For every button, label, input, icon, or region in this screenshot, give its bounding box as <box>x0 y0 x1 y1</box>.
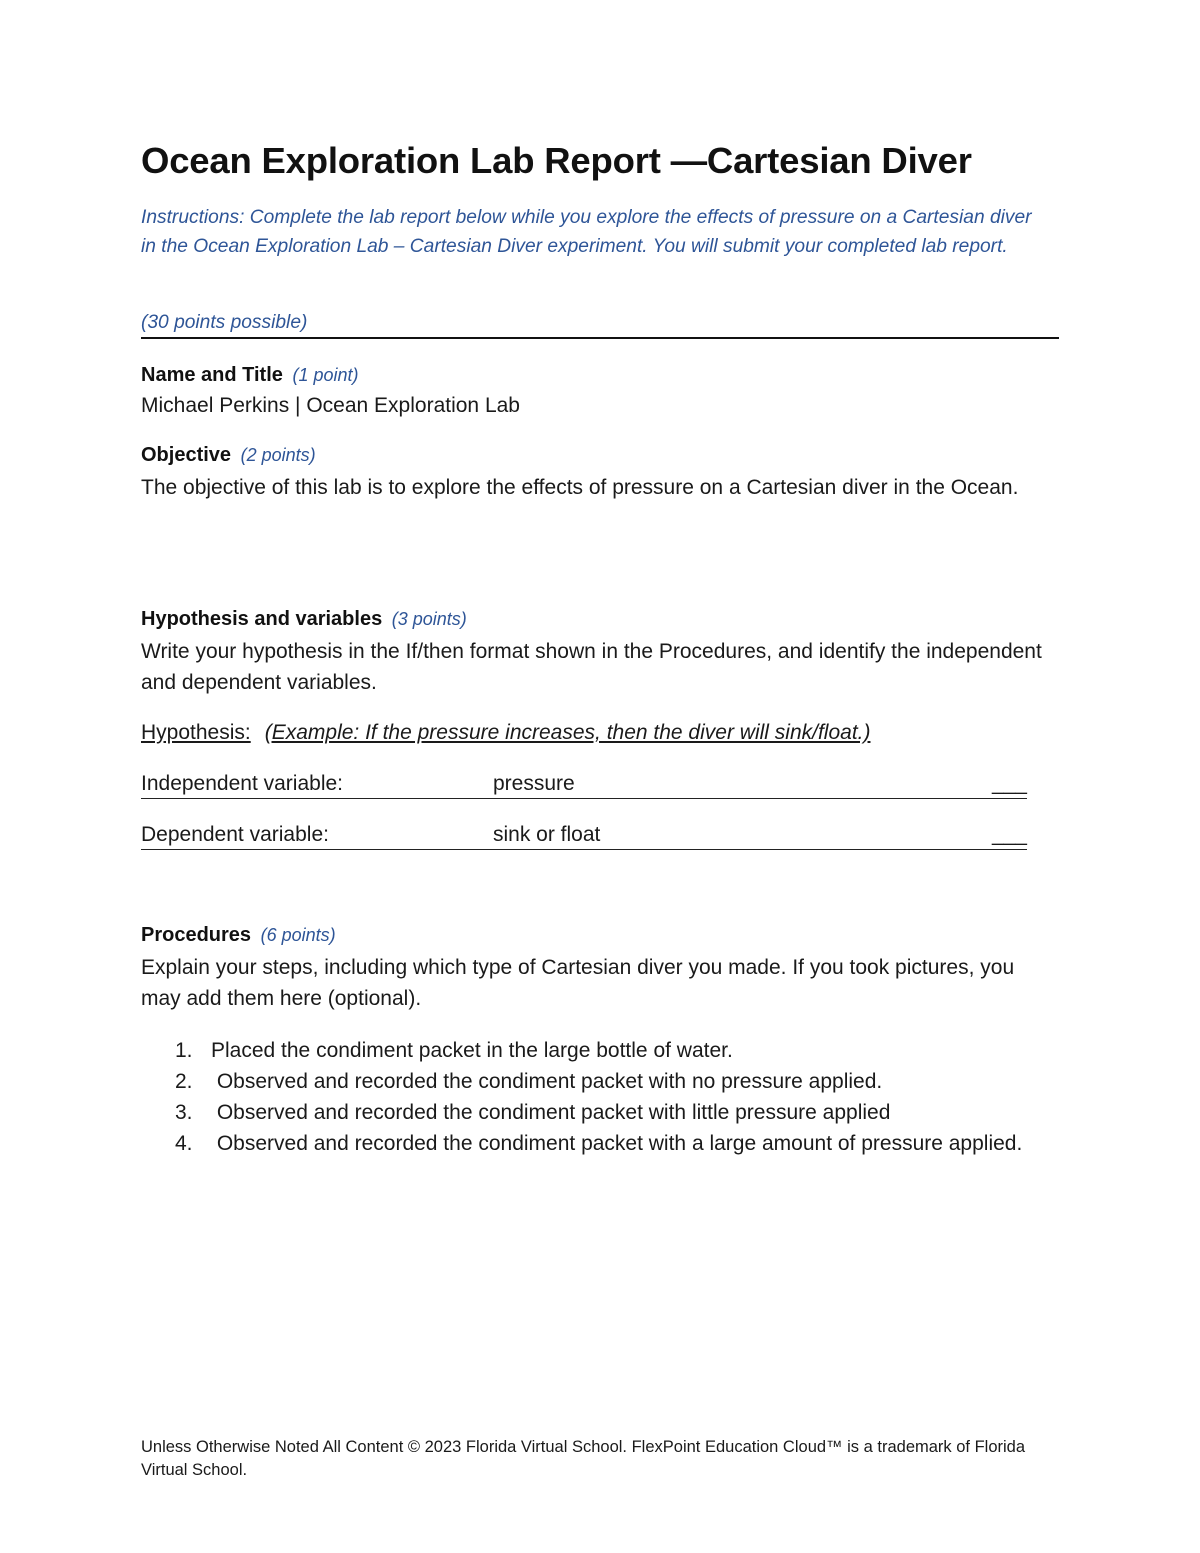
objective-content: The objective of this lab is to explore the effects of pressure on a Cartesian diver in the Ocean. <box>141 476 1019 499</box>
objective-section-heading <box>141 444 316 467</box>
procedures-section-heading <box>141 924 336 947</box>
step-text: Observed and recorded the condiment packet with little pressure applied <box>211 1101 891 1124</box>
dependent-variable-value: sink or float <box>493 823 601 846</box>
step-text: Placed the condiment packet in the large bottle of water. <box>211 1039 733 1062</box>
hypothesis-points: (3 points) <box>391 609 467 629</box>
instructions-text: Instructions: Complete the lab report below while you explore the effects of pressure on a Cartesian diver in the Ocean Exploration Lab – Cartesian Diver experiment. You will submit your completed lab report. <box>141 207 1032 257</box>
independent-variable-row <box>141 770 1027 799</box>
independent-variable-value: pressure <box>493 772 575 795</box>
step-text: Observed and recorded the condiment packet with a large amount of pressure applied. <box>211 1132 1023 1155</box>
step-number: 2. <box>175 1070 193 1093</box>
hypothesis-line <box>141 719 870 747</box>
step-number: 1. <box>175 1039 193 1062</box>
procedures-heading-text: Procedures <box>141 924 252 946</box>
hypothesis-section-heading <box>141 608 467 631</box>
objective-points: (2 points) <box>240 445 316 465</box>
step-text: Observed and recorded the condiment packet with no pressure applied. <box>211 1070 883 1093</box>
points-total: (30 points possible) <box>141 309 1059 339</box>
dependent-variable-label: Dependent variable: <box>141 823 329 846</box>
hypothesis-label: Hypothesis: <box>141 721 251 744</box>
name-content: Michael Perkins | Ocean Exploration Lab <box>141 394 520 417</box>
name-points: (1 point) <box>292 365 359 385</box>
name-section-heading <box>141 364 359 387</box>
list-item <box>141 1128 1059 1159</box>
independent-variable-label: Independent variable: <box>141 772 343 795</box>
dependent-variable-row <box>141 821 1027 850</box>
list-item <box>141 1035 1059 1066</box>
list-item <box>141 1066 1059 1097</box>
step-number: 3. <box>175 1101 193 1124</box>
procedures-prompt: Explain your steps, including which type of Cartesian diver you made. If you took pictures, you may add them here (optional). <box>141 956 1015 1010</box>
objective-heading-text: Objective <box>141 444 232 466</box>
copyright-footer: Unless Otherwise Noted All Content © 2023 Florida Virtual School. FlexPoint Education Cloud™ is a trademark of Florida Virtual School. <box>141 1438 1026 1479</box>
hypothesis-example: (Example: If the pressure increases, then the diver will sink/float.) <box>264 721 871 744</box>
hypothesis-prompt: Write your hypothesis in the If/then format shown in the Procedures, and identify the independent and dependent variables. <box>141 640 1042 694</box>
independent-variable-blank: ___ <box>991 772 1027 795</box>
hypothesis-heading-text: Hypothesis and variables <box>141 608 383 630</box>
page-title: Ocean Exploration Lab Report —Cartesian Diver <box>141 140 972 181</box>
procedures-steps-list <box>141 1035 1059 1159</box>
dependent-variable-blank: ___ <box>991 823 1027 846</box>
step-number: 4. <box>175 1132 193 1155</box>
list-item <box>141 1097 1059 1128</box>
procedures-points: (6 points) <box>260 925 336 945</box>
name-heading-text: Name and Title <box>141 364 283 386</box>
